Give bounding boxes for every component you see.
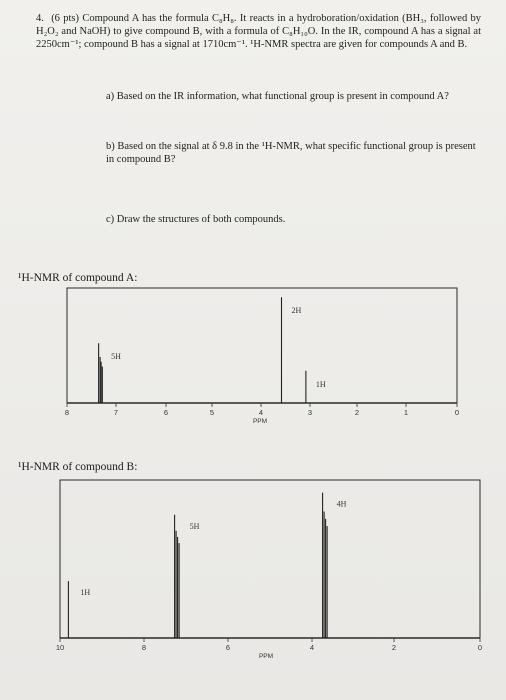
spectrum-a-tick-label: 1 <box>403 408 409 417</box>
spectrum-a-tick-label: 2 <box>354 408 360 417</box>
spectrum-b-tick-label: 8 <box>141 643 147 652</box>
spectrum-b-axis-label: PPM <box>258 653 274 660</box>
spectrum-b-tick-label: 2 <box>391 643 397 652</box>
spectrum-b-tick-label: 10 <box>55 643 65 652</box>
spectrum-b-title: ¹H-NMR of compound B: <box>18 461 138 473</box>
subquestion-b: b) Based on the signal at δ 9.8 in the ¹H-NMR, what specific functional group is present in compound B? <box>106 141 476 165</box>
subquestion-c: c) Draw the structures of both compounds. <box>106 214 286 225</box>
spectrum-a-tick-label: 6 <box>163 408 169 417</box>
subquestion-a: a) Based on the IR information, what functional group is present in compound A? <box>106 91 449 102</box>
spectrum-a-title: ¹H-NMR of compound A: <box>18 272 138 284</box>
spectrum-a-tick-label: 8 <box>64 408 70 417</box>
spectrum-a-integration-label: 2H <box>291 306 302 316</box>
spectrum-b-tick-label: 0 <box>477 643 483 652</box>
spectrum-a-axis-label: PPM <box>252 418 268 425</box>
spectrum-a-tick-label: 3 <box>307 408 313 417</box>
spectrum-a-tick-label: 5 <box>209 408 215 417</box>
spectrum-b-tick-label: 6 <box>225 643 231 652</box>
spectrum-a-tick-label: 7 <box>113 408 119 417</box>
spectrum-b-integration-label: 4H <box>336 499 347 509</box>
spectrum-a-integration-label: 5H <box>111 352 121 362</box>
question-points: (6 pts) <box>51 13 79 24</box>
spectrum-b-frame <box>60 480 480 638</box>
spectrum-b-integration-label: 5H <box>189 521 200 531</box>
question-body: Compound A has the formula C₈H₈. It reacts in a hydroboration/oxidation (BH₃, followed by H₂O₂ and NaOH) to give compound B, with a formula of C₈H₁₀O. In the IR, compound A has a signal at 2250cm⁻¹; compound B has a signal at 1710cm⁻¹. ¹H-NMR spectra are given for compounds A and B. <box>36 13 481 50</box>
spectrum-a-integration-label: 1H <box>315 379 326 389</box>
spectrum-a-tick-label: 4 <box>258 408 264 417</box>
spectrum-b-integration-label: 1H <box>80 588 91 598</box>
spectrum-a-tick-label: 0 <box>454 408 460 417</box>
question-number: 4. <box>36 13 44 24</box>
spectrum-b-tick-label: 4 <box>309 643 315 652</box>
